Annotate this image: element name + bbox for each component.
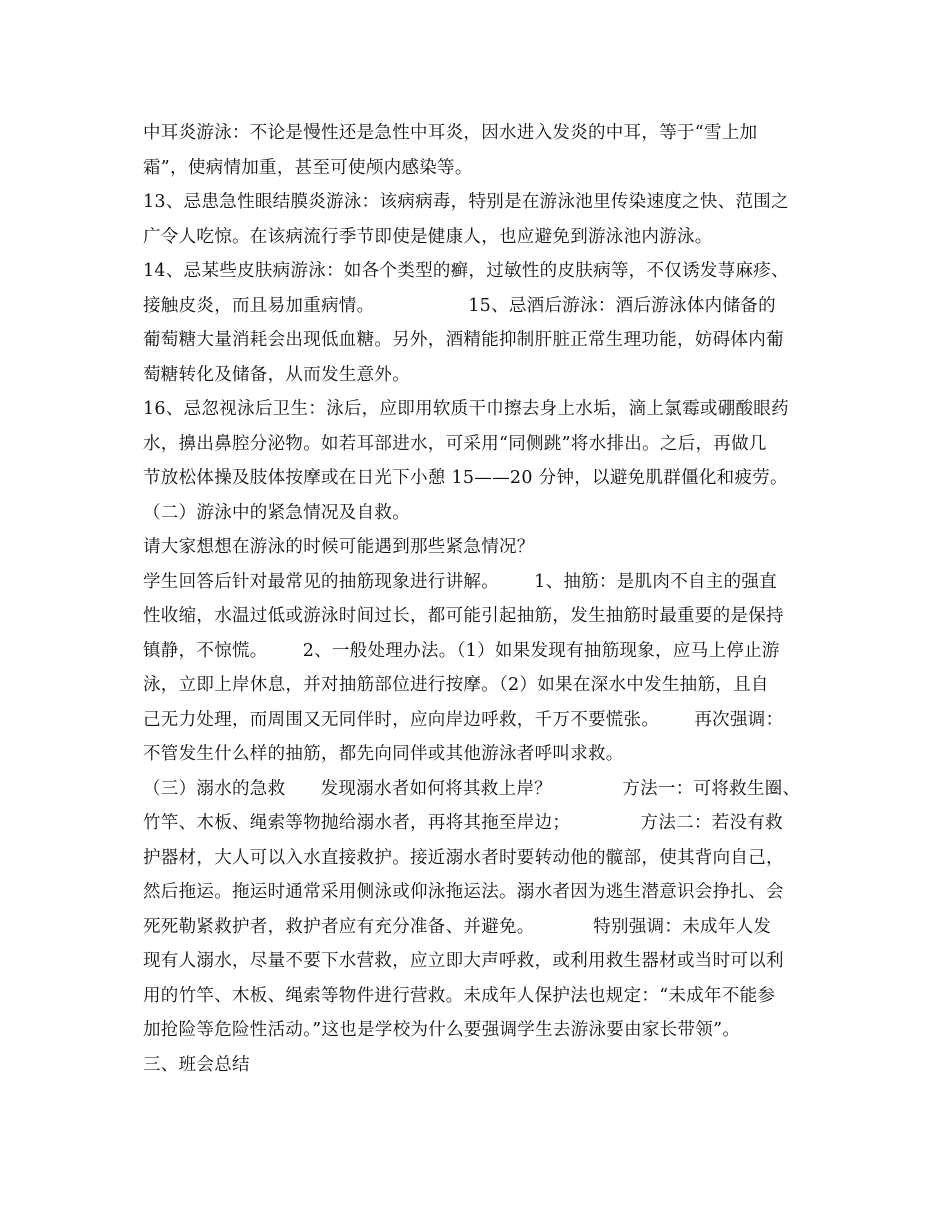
text-line: 然后拖运。拖运时通常采用侧泳或仰泳拖运法。溺水者因为逃生潜意识会挣扎、会 xyxy=(143,882,784,902)
section-heading: 三、班会总结 xyxy=(143,1054,250,1075)
text-line: 水，擤出鼻腔分泌物。如若耳部进水，可采用“同侧跳”将水排出。之后，再做几 xyxy=(143,433,767,454)
text-line: 中耳炎游泳：不论是慢性还是急性中耳炎，因水进入发炎的中耳，等于“雪上加 xyxy=(143,123,758,143)
text-line: 葡萄糖大量消耗会出现低血糖。另外，酒精能抑制肝脏正常生理功能，妨碍体内葡 xyxy=(143,330,784,350)
text-line: 接触皮炎，而且易加重病情。 15、忌酒后游泳：酒后游泳体内储备的 xyxy=(143,295,776,316)
text-line: 萄糖转化及储备，从而发生意外。 xyxy=(143,364,410,385)
text-line: 镇静，不惊慌。 2、一般处理办法。（1）如果发现有抽筋现象，应马上停止游 xyxy=(143,640,780,661)
text-line: 霜”，使病情加重，甚至可使颅内感染等。 xyxy=(143,157,473,178)
text-line: 16、忌忽视泳后卫生：泳后，应即用软质干巾擦去身上水垢，滴上氯霉或硼酸眼药 xyxy=(143,399,789,419)
document-body xyxy=(143,116,823,1082)
text-line: 用的竹竿、木板、绳索等物件进行营救。未成年人保护法也规定：“未成年不能参 xyxy=(143,985,776,1006)
text-line: 性收缩，水温过低或游泳时间过长，都可能引起抽筋，发生抽筋时最重要的是保持 xyxy=(143,606,784,626)
text-line: 己无力处理，而周围又无同伴时，应向岸边呼救，千万不要慌张。 再次强调： xyxy=(143,709,784,730)
text-line: 死死勒紧救护者，救护者应有充分准备、并避免。 特别强调：未成年人发 xyxy=(143,916,772,937)
text-line: 学生回答后针对最常见的抽筋现象进行讲解。 1、抽筋：是肌肉不自主的强直 xyxy=(143,571,778,592)
text-line: 请大家想想在游泳的时候可能遇到那些紧急情况？ xyxy=(143,537,535,557)
text-line: 13、忌患急性眼结膜炎游泳：该病病毒，特别是在游泳池里传染速度之快、范围之 xyxy=(143,192,789,212)
text-line: 竹竿、木板、绳索等物抛给溺水者，再将其拖至岸边； 方法二：若没有救 xyxy=(143,813,783,833)
text-line: 14、忌某些皮肤病游泳：如各个类型的癣，过敏性的皮肤病等，不仅诱发荨麻疹、 xyxy=(143,261,789,281)
text-line: 现有人溺水，尽量不要下水营救，应立即大声呼救，或利用救生器材或当时可以利 xyxy=(143,951,784,971)
section-heading: （三）溺水的急救 发现溺水者如何将其救上岸？ 方法一：可将救生圈、 xyxy=(143,778,801,799)
text-line: 不管发生什么样的抽筋，都先向同伴或其他游泳者呼叫求救。 xyxy=(143,744,624,764)
text-line: 节放松体操及肢体按摩或在日光下小憩 15——20 分钟，以避免肌群僵化和疲劳。 xyxy=(143,468,788,488)
text-line: 泳，立即上岸休息，并对抽筋部位进行按摩。（2）如果在深水中发生抽筋，且自 xyxy=(143,675,769,695)
text-line: 护器材，大人可以入水直接救护。接近溺水者时要转动他的髋部，使其背向自己， xyxy=(143,847,784,868)
text-line: 加抢险等危险性活动。”这也是学校为什么要强调学生去游泳要由家长带领”。 xyxy=(143,1020,741,1040)
text-line: 广令人吃惊。在该病流行季节即使是健康人，也应避免到游泳池内游泳。 xyxy=(143,226,713,247)
section-heading: （二）游泳中的紧急情况及自救。 xyxy=(143,502,410,523)
